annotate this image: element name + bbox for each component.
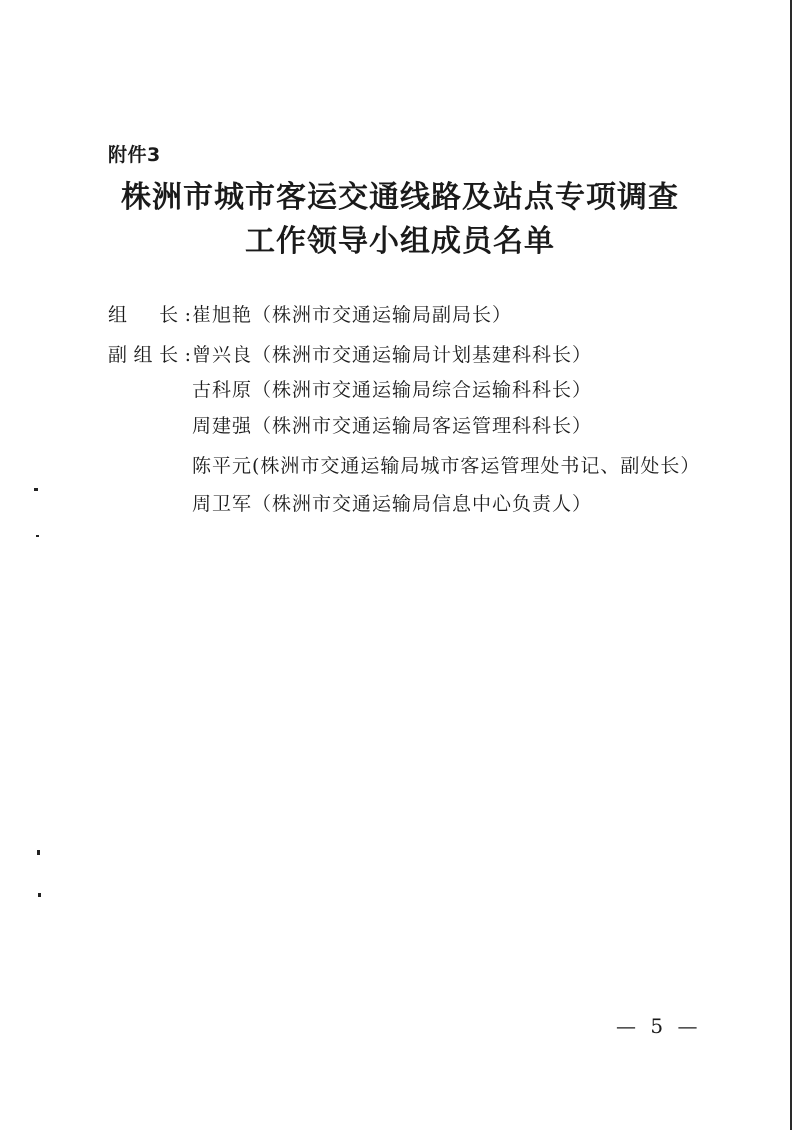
member-name: 周建强（株洲市交通运输局客运管理科科长） (192, 415, 593, 437)
member-name: 陈平元(株洲市交通运输局城市客运管理处书记、副处长） (192, 455, 701, 477)
member-row-deputy (108, 451, 700, 478)
member-name: 曾兴良（株洲市交通运输局计划基建科科长） (192, 344, 593, 366)
attachment-label: 附件3 (108, 144, 161, 166)
scan-speck (37, 850, 40, 855)
member-row-deputy (108, 411, 592, 438)
member-name: 周卫军（株洲市交通运输局信息中心负责人） (192, 493, 593, 515)
member-role: 副组长: (108, 344, 192, 366)
member-name: 崔旭艳（株洲市交通运输局副局长） (192, 304, 513, 326)
page-number: — 5 — (616, 1014, 702, 1038)
member-row-deputy (108, 489, 592, 516)
scan-edge-line (790, 0, 792, 1130)
member-row-leader (108, 300, 512, 327)
scan-speck (34, 488, 38, 491)
member-name: 古科原（株洲市交通运输局综合运输科科长） (192, 379, 593, 401)
member-role: 组 长: (108, 304, 192, 326)
member-row-deputy (108, 340, 592, 367)
member-row-deputy (108, 375, 592, 402)
document-title-line-1: 株洲市城市客运交通线路及站点专项调查 (121, 180, 679, 215)
scan-speck (36, 535, 39, 537)
document-title-line-2: 工作领导小组成员名单 (245, 224, 555, 259)
scan-speck (38, 893, 41, 897)
